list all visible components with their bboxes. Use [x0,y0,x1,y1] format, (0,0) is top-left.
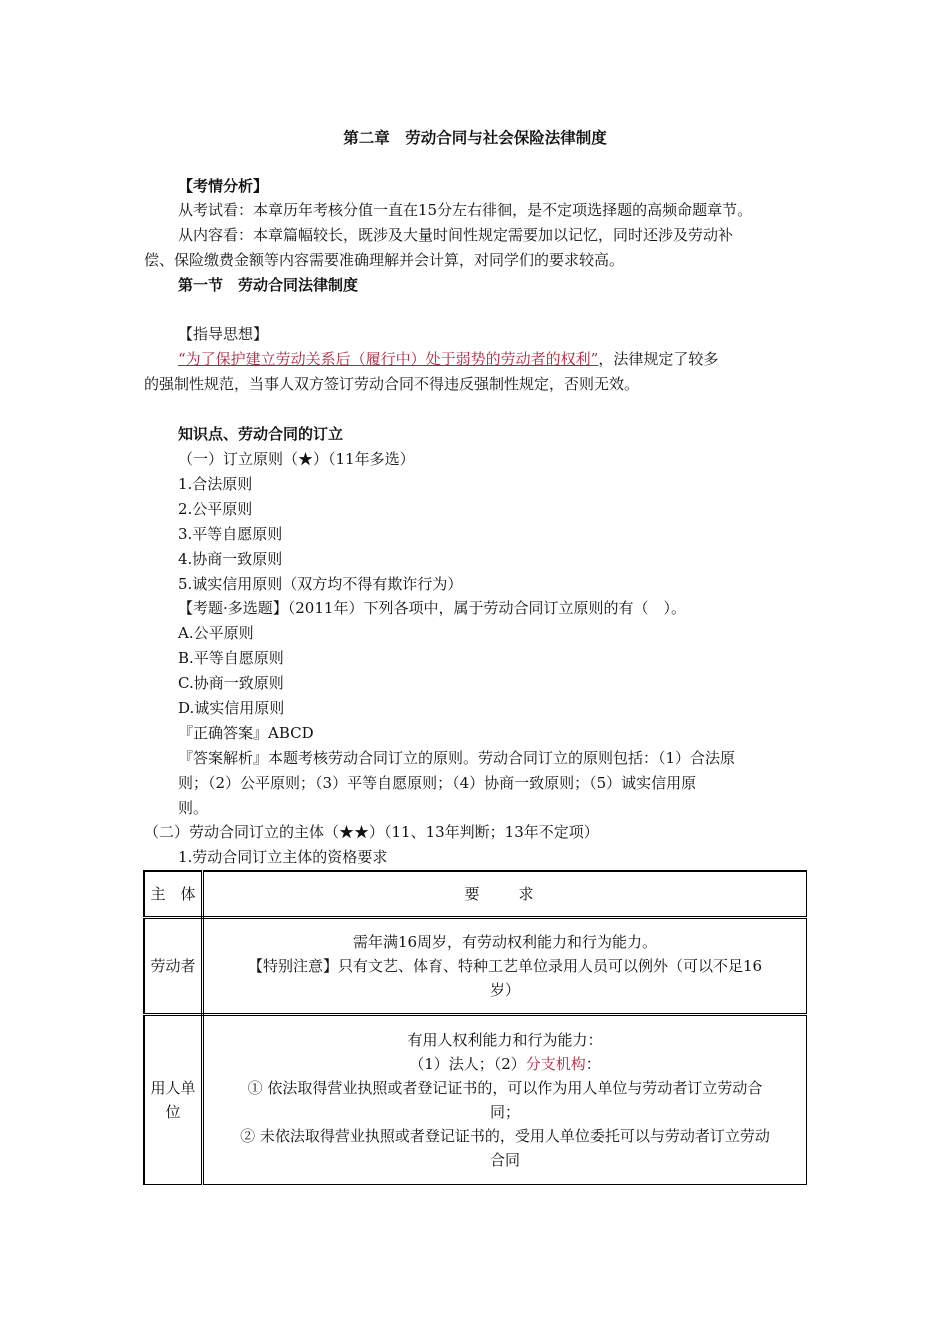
section-title: 第一节 劳动合同法律制度 [178,276,359,294]
table-header-subject: 主 体 [144,871,203,918]
guide-line1-rest: ，法律规定了较多 [598,350,719,368]
principles-subheading: （一）订立原则（★）（11年多选） [178,450,415,468]
answer-analysis-line3: 则。 [178,799,209,817]
table-row [144,1015,807,1185]
subject-subheading: （二）劳动合同订立的主体（★★）（11、13年判断；13年不定项） [144,823,599,841]
principle-item: 2.公平原则 [178,500,253,518]
exam-analysis-para2-line1: 从内容看：本章篇幅较长，既涉及大量时间性规定需要加以记忆，同时还涉及劳动补 [178,226,734,244]
question-option: A.公平原则 [178,624,254,642]
question-option: D.诚实信用原则 [178,699,285,717]
answer-analysis-line1: 『答案解析』本题考核劳动合同订立的原则。劳动合同订立的原则包括：（1）合法原 [178,749,736,767]
exam-analysis-para1: 从考试看：本章历年考核分值一直在15分左右徘徊，是不定项选择题的高频命题章节。 [178,201,753,219]
exam-question: 【考题·多选题】（2011年）下列各项中，属于劳动合同订立原则的有（ ）。 [178,599,686,617]
table-cell-requirement: 有用人权利能力和行为能力： （1）法人；（2）分支机构： ① 依法取得营业执照或者登记证书的，可以作为用人单位与劳动者订立劳动合 同； ② 未依法取得营业执照或者登记证书的，受用人单位委托可以与劳动者订立劳动 合同 [203,1015,807,1185]
principle-item: 3.平等自愿原则 [178,525,283,543]
table-row [144,918,807,1015]
guide-line1 [178,349,718,369]
table-cell-subject: 劳动者 [144,918,203,1015]
table-cell-subject: 用人单 位 [144,1015,203,1185]
guide-line2: 的强制性规范，当事人双方签订劳动合同不得违反强制性规定，否则无效。 [144,375,640,393]
principle-item: 1.合法原则 [178,475,253,493]
question-option: C.协商一致原则 [178,674,284,692]
answer-analysis-line2: 则；（2）公平原则；（3）平等自愿原则；（4）协商一致原则；（5）诚实信用原 [178,774,697,792]
exam-analysis-heading: 【考情分析】 [178,177,269,195]
branch-term: 分支机构 [525,1055,586,1073]
guide-heading: 【指导思想】 [178,325,269,343]
knowledge-heading: 知识点、劳动合同的订立 [178,425,344,443]
chapter-title: 第二章 劳动合同与社会保险法律制度 [343,128,607,147]
table-header-row [144,871,807,918]
table-header-requirement: 要 求 [203,871,807,918]
guide-quote: “为了保护建立劳动关系后（履行中）处于弱势的劳动者的权利” [178,350,599,368]
question-option: B.平等自愿原则 [178,649,284,667]
table-cell-requirement: 需年满16周岁，有劳动权利能力和行为能力。 【特别注意】只有文艺、体育、特种工艺单位录用人员可以例外（可以不足16 岁） [203,918,807,1015]
exam-analysis-para2-line2: 偿、保险缴费金额等内容需要准确理解并会计算，对同学们的要求较高。 [144,251,625,269]
correct-answer: 『正确答案』ABCD [178,724,314,742]
subject-item: 1.劳动合同订立主体的资格要求 [178,848,388,866]
principle-item: 5.诚实信用原则（双方均不得有欺诈行为） [178,575,463,593]
subject-requirements-table [143,870,807,1185]
principle-item: 4.协商一致原则 [178,550,283,568]
